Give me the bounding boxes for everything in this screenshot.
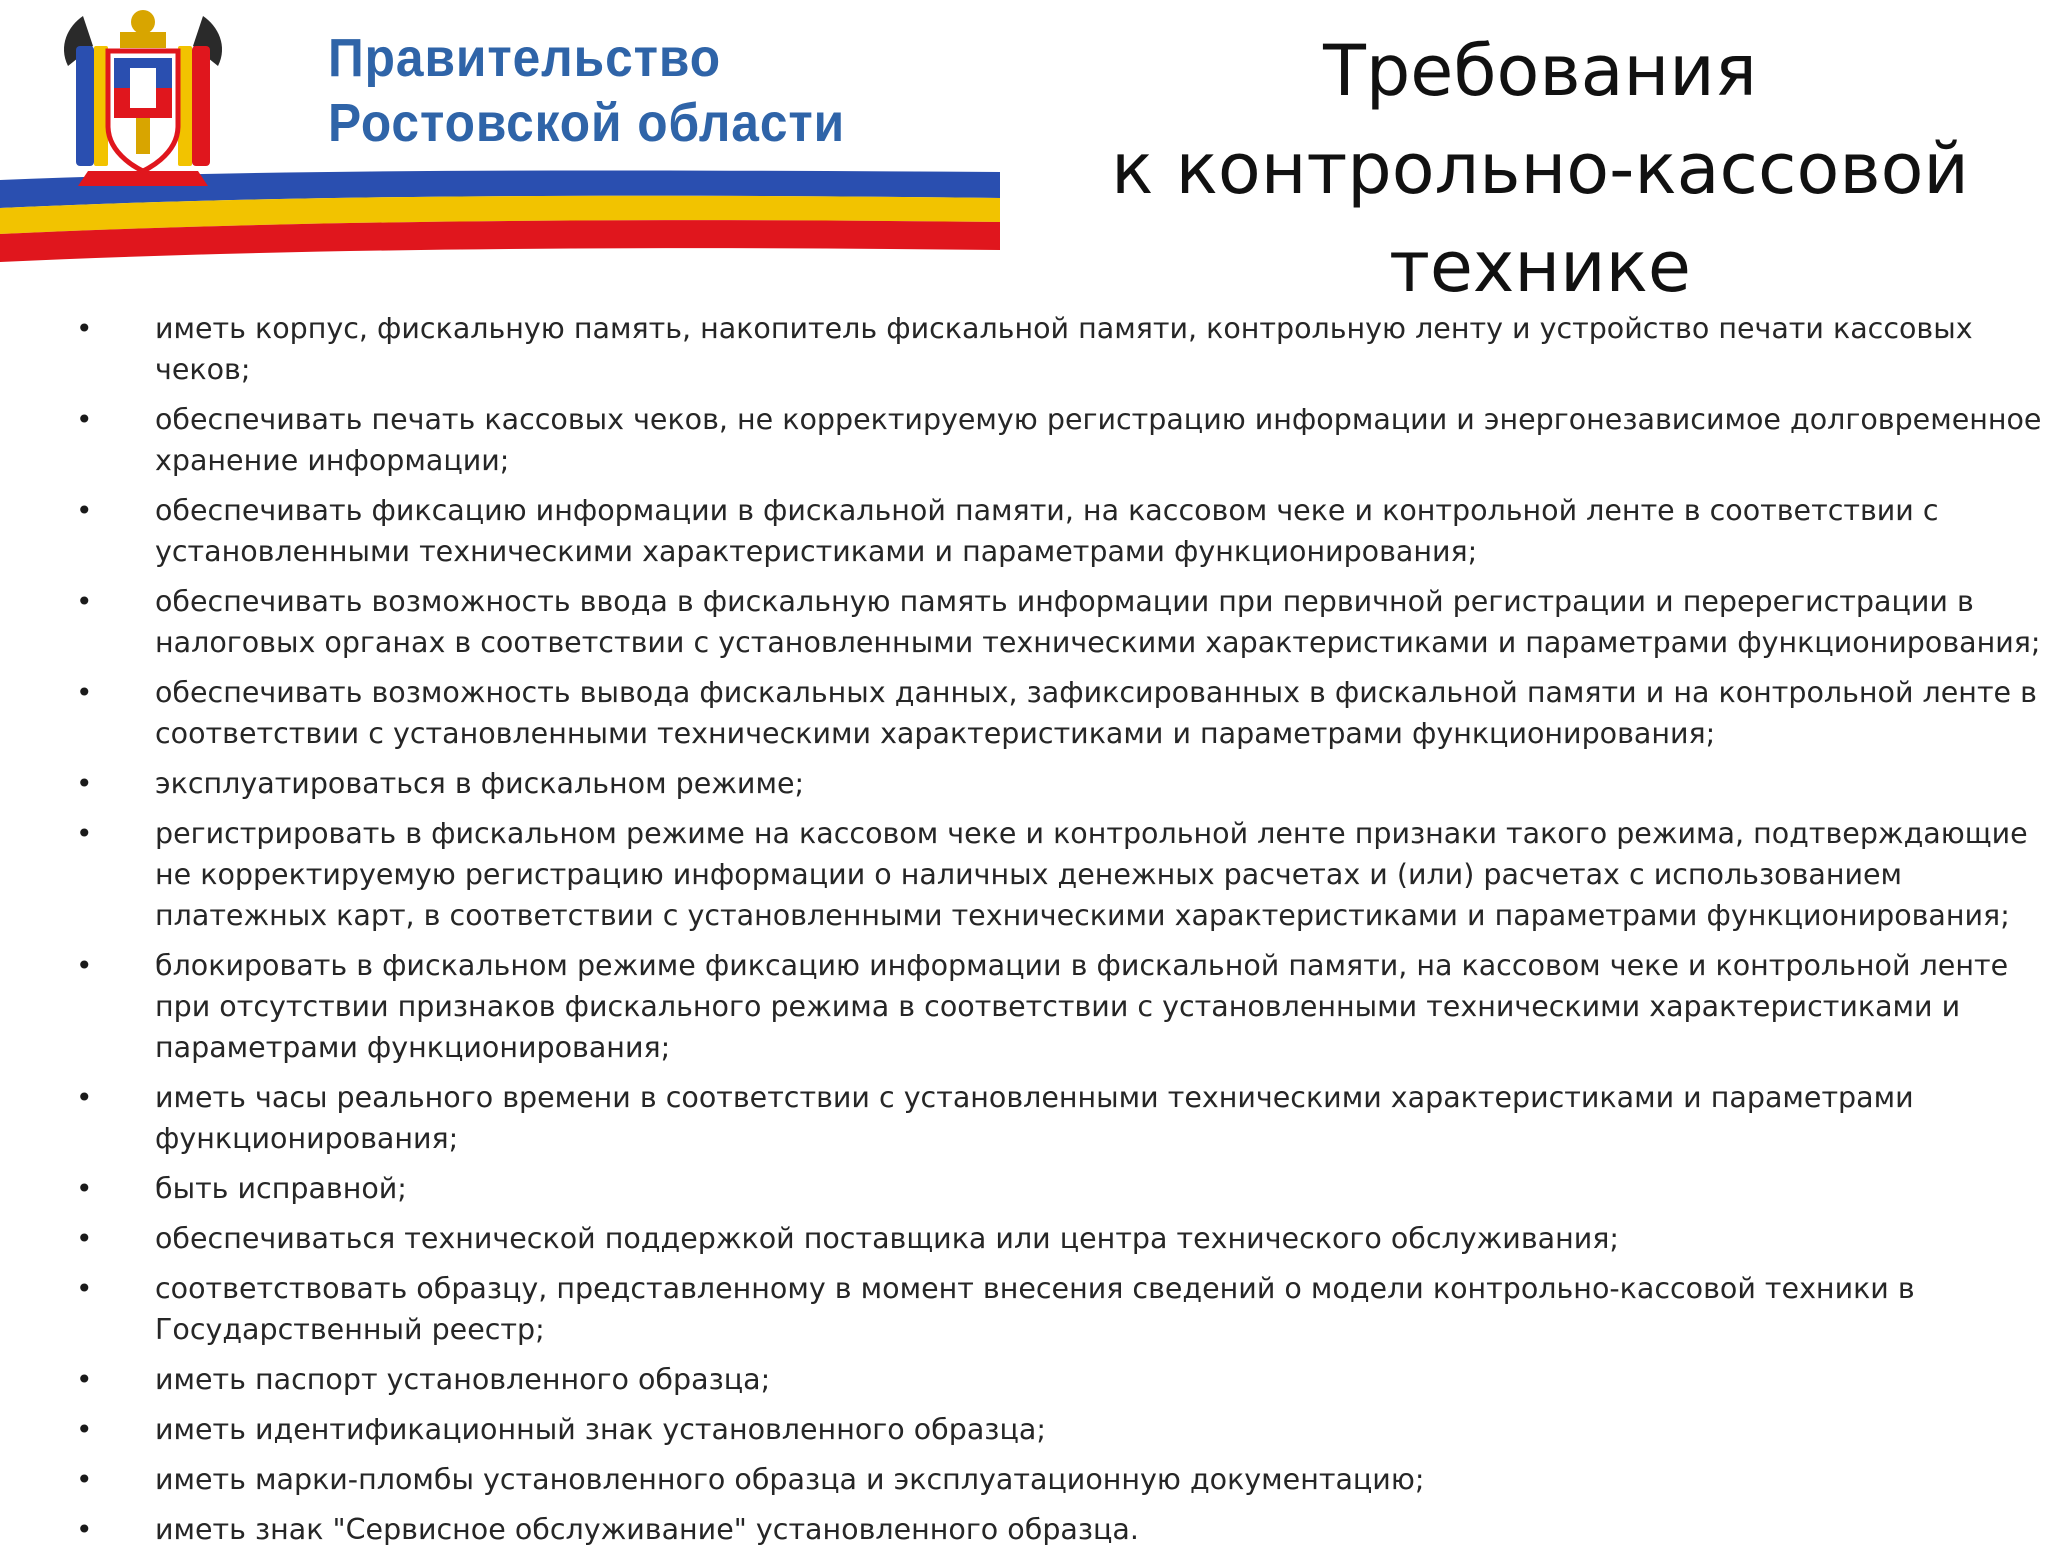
government-name xyxy=(328,26,845,156)
list-item-text: блокировать в фискальном режиме фиксацию информации в фискальной памяти, на кассовом чеке и контрольной ленте при отсутствии признаков фискального режима в соответствии с установленными техническими характеристиками и параметрами функционирования; xyxy=(155,949,2009,1064)
bullet-icon: • xyxy=(76,312,93,345)
list-item xyxy=(70,763,2045,804)
list-item-text: иметь марки-пломбы установленного образца и эксплуатационную документацию; xyxy=(155,1463,1425,1496)
bullet-icon: • xyxy=(76,1081,93,1114)
list-item xyxy=(70,308,2045,390)
slide-title-line2: к контрольно-кассовой xyxy=(1111,128,1969,210)
bullet-icon: • xyxy=(76,1463,93,1496)
list-item xyxy=(70,490,2045,572)
list-item xyxy=(70,1509,2045,1550)
bullet-icon: • xyxy=(76,1363,93,1396)
slide-title xyxy=(1110,22,1970,316)
list-item xyxy=(70,399,2045,481)
list-item xyxy=(70,1359,2045,1400)
list-item-text: иметь паспорт установленного образца; xyxy=(155,1363,771,1396)
bullet-icon: • xyxy=(76,1272,93,1305)
bullet-icon: • xyxy=(76,403,93,436)
list-item-text: регистрировать в фискальном режиме на кассовом чеке и контрольной ленте признаки такого режима, подтверждающие не корректируемую регистрацию информации о наличных денежных расчетах и (или) расчетах с использованием платежных карт, в соответствии с установленными техническими характеристиками и параметрами функционирования; xyxy=(155,817,2028,932)
bullet-icon: • xyxy=(76,1222,93,1255)
slide-header xyxy=(0,0,2048,308)
list-item xyxy=(70,581,2045,663)
bullet-icon: • xyxy=(76,494,93,527)
list-item-text: обеспечивать фиксацию информации в фискальной памяти, на кассовом чеке и контрольной ленте в соответствии с установленными техническими характеристиками и параметрами функционирования; xyxy=(155,494,1939,568)
bullet-icon: • xyxy=(76,585,93,618)
list-item-text: соответствовать образцу, представленному в момент внесения сведений о модели контрольно-кассовой техники в Государственный реестр; xyxy=(155,1272,1915,1346)
list-item-text: быть исправной; xyxy=(155,1172,407,1205)
government-name-line1: Правительство xyxy=(328,28,721,88)
government-name-line2: Ростовской области xyxy=(328,93,846,153)
list-item xyxy=(70,672,2045,754)
list-item xyxy=(70,1459,2045,1500)
list-item-text: иметь знак "Сервисное обслуживание" установленного образца. xyxy=(155,1513,1139,1546)
bullet-icon: • xyxy=(76,1513,93,1546)
list-item-text: обеспечивать возможность вывода фискальных данных, зафиксированных в фискальной памяти и на контрольной ленте в соответствии с установленными техническими характеристиками и параметрами функционирования; xyxy=(155,676,2037,750)
list-item-text: иметь идентификационный знак установленного образца; xyxy=(155,1413,1046,1446)
list-item-text: обеспечиваться технической поддержкой поставщика или центра технического обслуживания; xyxy=(155,1222,1619,1255)
list-item-text: обеспечивать возможность ввода в фискальную память информации при первичной регистрации и перерегистрации в налоговых органах в соответствии с установленными техническими характеристиками и параметрами функционирования; xyxy=(155,585,2041,659)
slide-title-line3: технике xyxy=(1389,226,1691,308)
bullet-icon: • xyxy=(76,676,93,709)
bullet-icon: • xyxy=(76,949,93,982)
list-item xyxy=(70,1218,2045,1259)
list-item xyxy=(70,1168,2045,1209)
list-item xyxy=(70,813,2045,936)
list-item-text: иметь часы реального времени в соответствии с установленными техническими характеристиками и параметрами функционирования; xyxy=(155,1081,1914,1155)
bullet-icon: • xyxy=(76,1172,93,1205)
bullet-icon: • xyxy=(76,817,93,850)
list-item xyxy=(70,1268,2045,1350)
list-item-text: обеспечивать печать кассовых чеков, не корректируемую регистрацию информации и энергонезависимое долговременное хранение информации; xyxy=(155,403,2042,477)
list-item-text: иметь корпус, фискальную память, накопитель фискальной памяти, контрольную ленту и устройство печати кассовых чеков; xyxy=(155,312,1973,386)
list-item xyxy=(70,1409,2045,1450)
list-item xyxy=(70,1077,2045,1159)
bullet-icon: • xyxy=(76,1413,93,1446)
slide-title-line1: Требования xyxy=(1323,30,1757,112)
requirements-list xyxy=(70,308,2045,1559)
list-item-text: эксплуатироваться в фискальном режиме; xyxy=(155,767,805,800)
bullet-icon: • xyxy=(76,767,93,800)
coat-of-arms-icon xyxy=(58,6,228,191)
list-item xyxy=(70,945,2045,1068)
